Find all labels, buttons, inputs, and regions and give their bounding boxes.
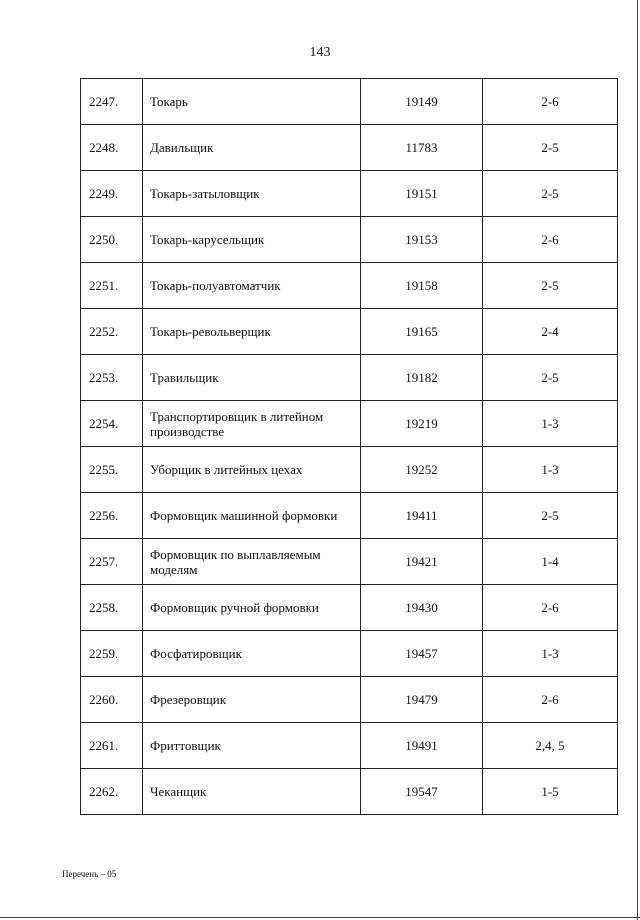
table-row bbox=[81, 493, 618, 539]
profession-code: 19149 bbox=[361, 79, 483, 125]
professions-table bbox=[80, 78, 618, 815]
grade-range: 2-4 bbox=[483, 309, 618, 355]
table-row bbox=[81, 263, 618, 309]
profession-code: 19491 bbox=[361, 723, 483, 769]
grade-range: 2-5 bbox=[483, 263, 618, 309]
profession-name: Токарь-затыловщик bbox=[143, 171, 361, 217]
table-row bbox=[81, 585, 618, 631]
grade-range: 2-6 bbox=[483, 79, 618, 125]
profession-name: Формовщик машинной формовки bbox=[143, 493, 361, 539]
profession-code: 19219 bbox=[361, 401, 483, 447]
grade-range: 2,4, 5 bbox=[483, 723, 618, 769]
table-row bbox=[81, 677, 618, 723]
table-row bbox=[81, 355, 618, 401]
profession-name: Токарь bbox=[143, 79, 361, 125]
table-row bbox=[81, 217, 618, 263]
row-number: 2257. bbox=[81, 539, 143, 585]
row-number: 2261. bbox=[81, 723, 143, 769]
profession-code: 19421 bbox=[361, 539, 483, 585]
grade-range: 1-4 bbox=[483, 539, 618, 585]
grade-range: 1-3 bbox=[483, 631, 618, 677]
document-footer: Перечень – 05 bbox=[62, 869, 117, 879]
row-number: 2252. bbox=[81, 309, 143, 355]
scan-edge-right bbox=[637, 0, 638, 920]
profession-code: 19153 bbox=[361, 217, 483, 263]
grade-range: 2-5 bbox=[483, 171, 618, 217]
profession-code: 19151 bbox=[361, 171, 483, 217]
grade-range: 2-5 bbox=[483, 493, 618, 539]
grade-range: 2-5 bbox=[483, 355, 618, 401]
profession-name: Транспортировщик в литейном производстве bbox=[143, 401, 361, 447]
profession-name: Фосфатировщик bbox=[143, 631, 361, 677]
grade-range: 1-5 bbox=[483, 769, 618, 815]
row-number: 2249. bbox=[81, 171, 143, 217]
row-number: 2256. bbox=[81, 493, 143, 539]
row-number: 2258. bbox=[81, 585, 143, 631]
profession-name: Травильщик bbox=[143, 355, 361, 401]
row-number: 2247. bbox=[81, 79, 143, 125]
row-number: 2260. bbox=[81, 677, 143, 723]
profession-name: Токарь-полуавтоматчик bbox=[143, 263, 361, 309]
profession-code: 19457 bbox=[361, 631, 483, 677]
row-number: 2248. bbox=[81, 125, 143, 171]
row-number: 2250. bbox=[81, 217, 143, 263]
scan-edge-bottom bbox=[0, 917, 640, 918]
grade-range: 2-6 bbox=[483, 677, 618, 723]
profession-name: Уборщик в литейных цехах bbox=[143, 447, 361, 493]
table-row bbox=[81, 631, 618, 677]
profession-code: 19158 bbox=[361, 263, 483, 309]
row-number: 2254. bbox=[81, 401, 143, 447]
profession-name: Формовщик ручной формовки bbox=[143, 585, 361, 631]
row-number: 2253. bbox=[81, 355, 143, 401]
profession-name: Формовщик по выплавляемым моделям bbox=[143, 539, 361, 585]
profession-code: 19547 bbox=[361, 769, 483, 815]
row-number: 2255. bbox=[81, 447, 143, 493]
profession-code: 19165 bbox=[361, 309, 483, 355]
profession-code: 19252 bbox=[361, 447, 483, 493]
table-row bbox=[81, 171, 618, 217]
table-row bbox=[81, 539, 618, 585]
grade-range: 1-3 bbox=[483, 401, 618, 447]
table-row bbox=[81, 769, 618, 815]
table-row bbox=[81, 309, 618, 355]
grade-range: 2-6 bbox=[483, 217, 618, 263]
profession-code: 11783 bbox=[361, 125, 483, 171]
grade-range: 2-5 bbox=[483, 125, 618, 171]
profession-code: 19411 bbox=[361, 493, 483, 539]
profession-name: Давильщик bbox=[143, 125, 361, 171]
profession-code: 19479 bbox=[361, 677, 483, 723]
profession-name: Чеканщик bbox=[143, 769, 361, 815]
grade-range: 1-3 bbox=[483, 447, 618, 493]
row-number: 2259. bbox=[81, 631, 143, 677]
table-row bbox=[81, 125, 618, 171]
profession-code: 19182 bbox=[361, 355, 483, 401]
profession-name: Фрезеровщик bbox=[143, 677, 361, 723]
row-number: 2251. bbox=[81, 263, 143, 309]
profession-name: Токарь-револьверщик bbox=[143, 309, 361, 355]
table-row bbox=[81, 79, 618, 125]
page-number: 143 bbox=[309, 45, 331, 60]
profession-name: Токарь-карусельщик bbox=[143, 217, 361, 263]
row-number: 2262. bbox=[81, 769, 143, 815]
profession-name: Фриттовщик bbox=[143, 723, 361, 769]
table-row bbox=[81, 401, 618, 447]
grade-range: 2-6 bbox=[483, 585, 618, 631]
profession-code: 19430 bbox=[361, 585, 483, 631]
table-row bbox=[81, 447, 618, 493]
table-row bbox=[81, 723, 618, 769]
